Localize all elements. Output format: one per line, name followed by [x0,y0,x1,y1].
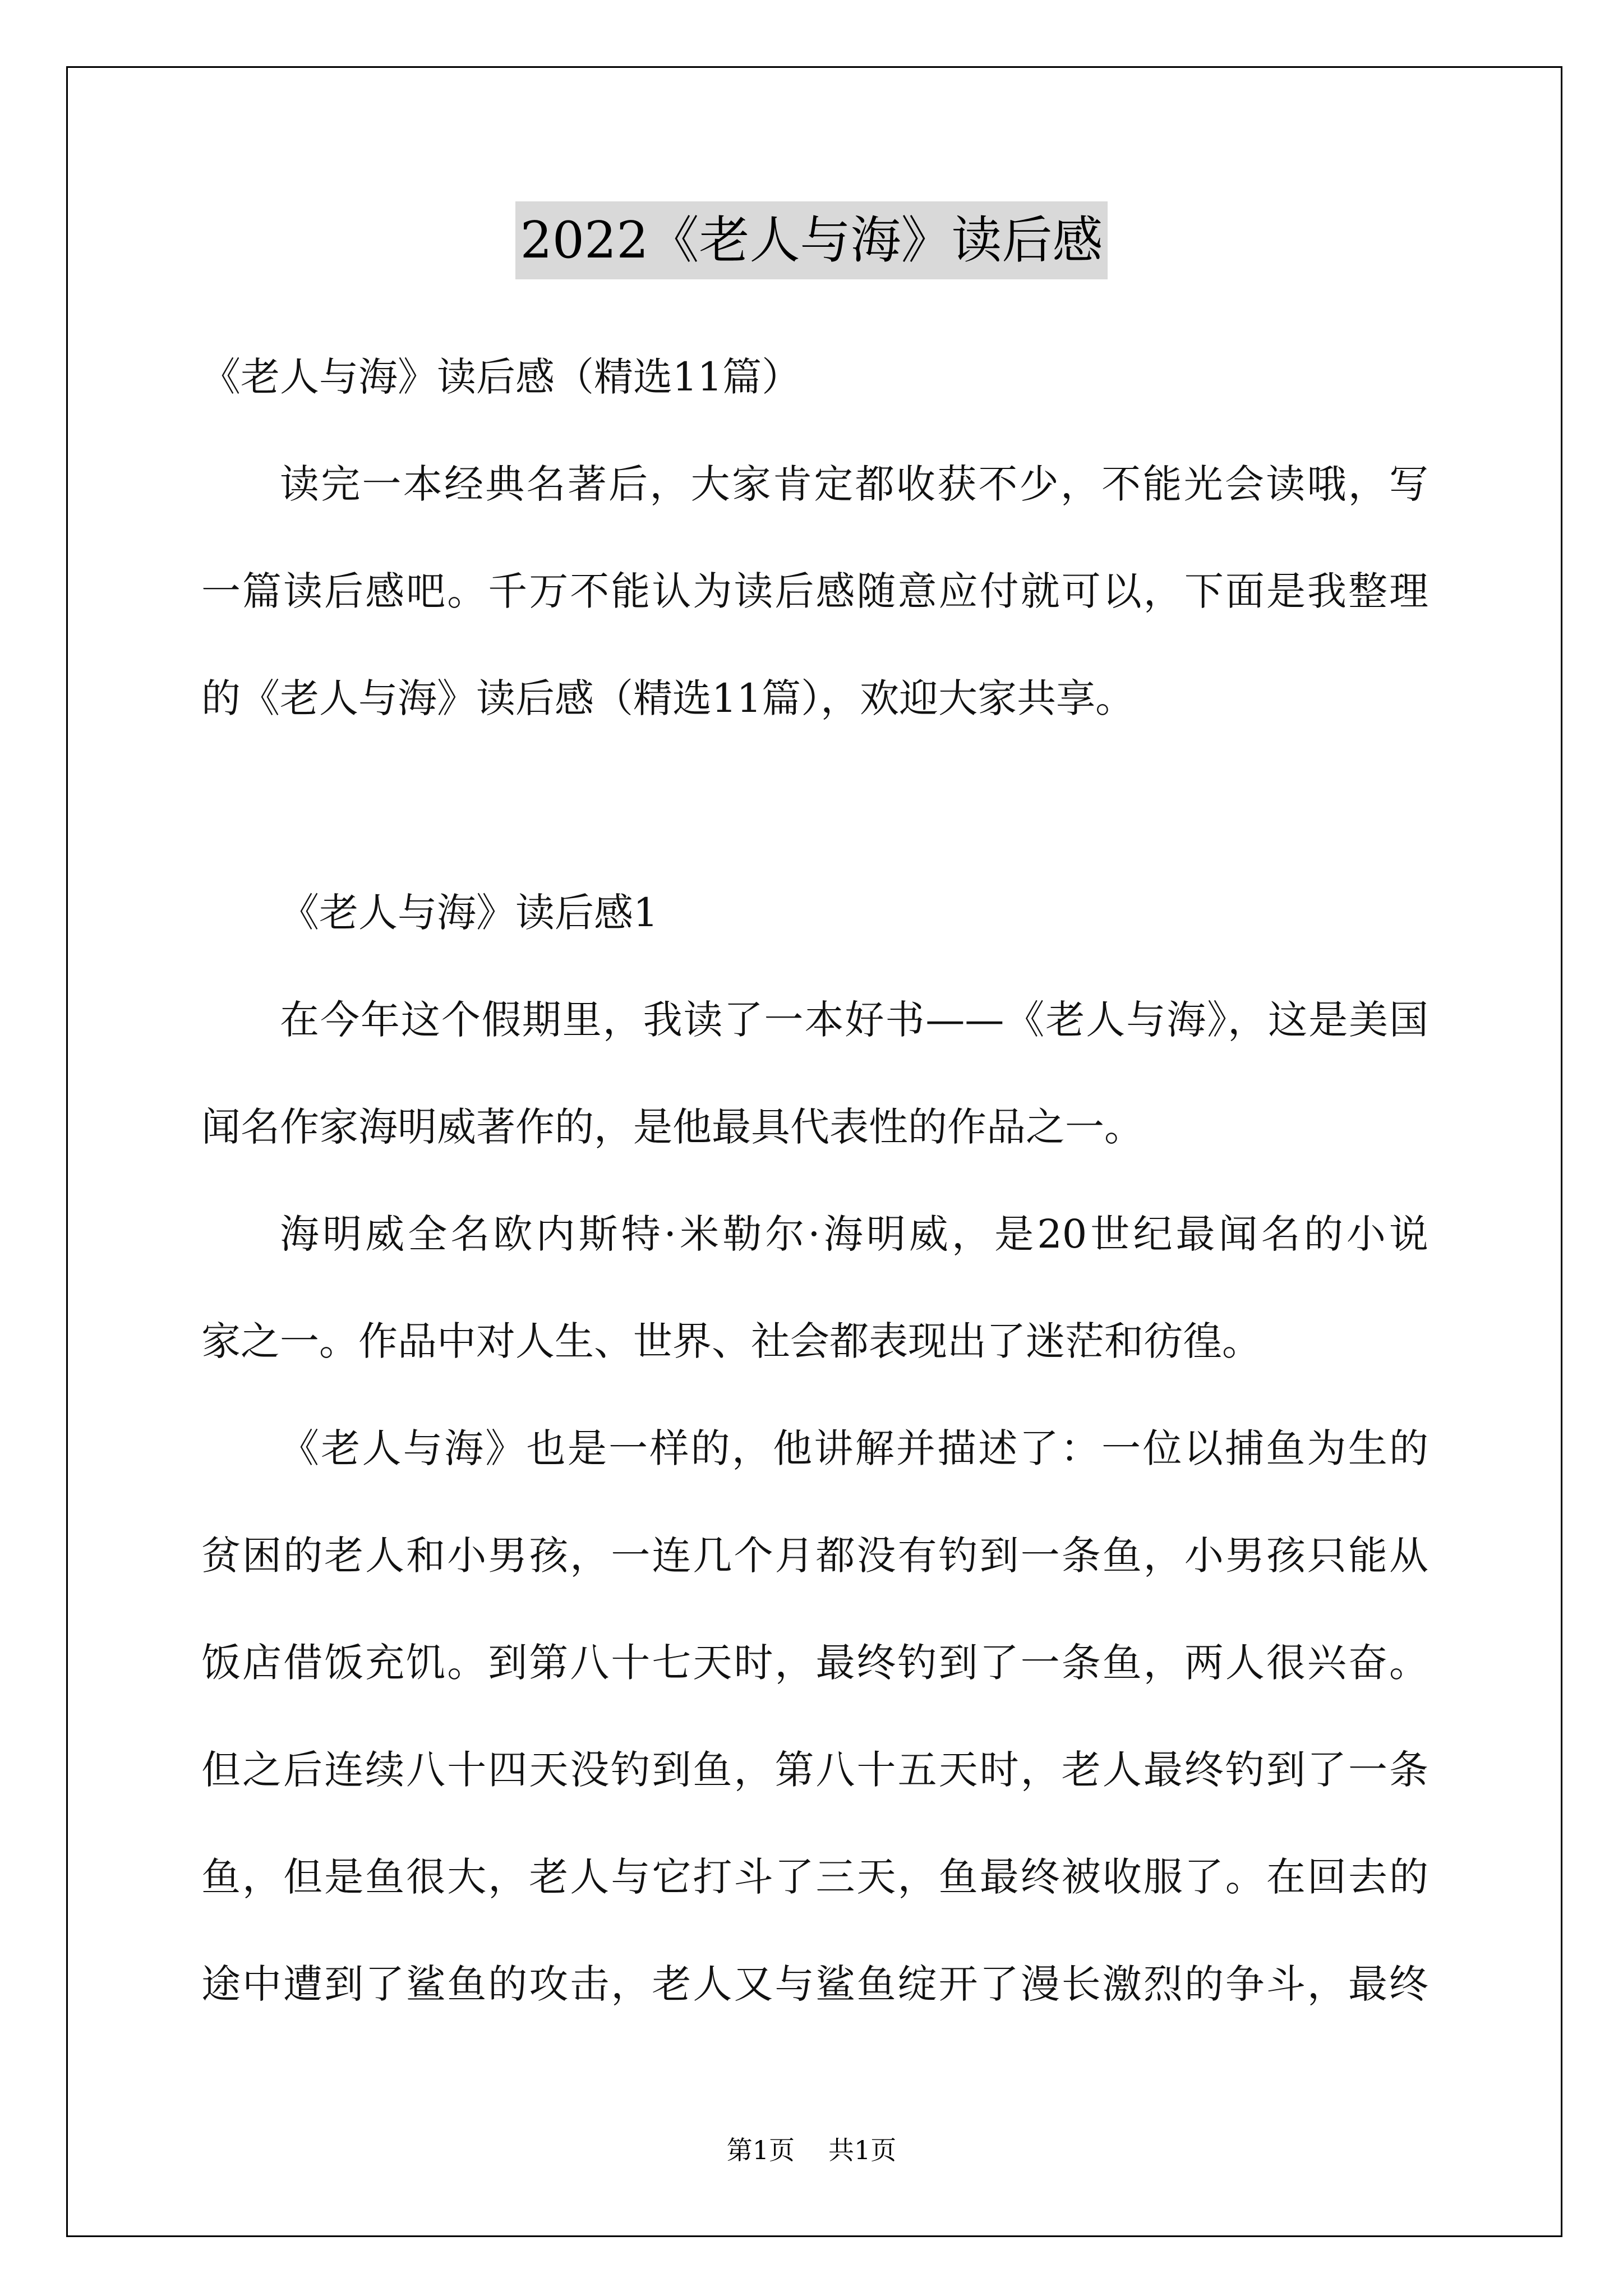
paragraph-line: 海明威全名欧内斯特·米勒尔·海明威，是20世纪最闻名的小说 [280,1211,1428,1257]
document-title: 2022《老人与海》读后感 [515,201,1107,279]
paragraph [201,1181,1428,1395]
page-total: 共1页 [828,2135,897,2165]
paragraph-line: 贫困的老人和小男孩，一连几个月都没有钓到一条鱼，小男孩只能从 [201,1533,1428,1579]
paragraph-line: 闻名作家海明威著作的，是他最具代表性的作品之一。 [201,1104,1144,1150]
paragraph-line: 在今年这个假期里，我读了一本好书——《老人与海》，这是美国 [280,997,1428,1043]
paragraph-line: 《老人与海》也是一样的，他讲解并描述了：一位以捕鱼为生的 [280,1425,1428,1471]
paragraph [201,967,1428,1181]
section-heading: 《老人与海》读后感1 [280,890,658,936]
paragraph-line: 家之一。作品中对人生、世界、社会都表现出了迷茫和彷徨。 [201,1318,1261,1364]
paragraph-line: 读完一本经典名著后，大家肯定都收获不少，不能光会读哦，写 [280,461,1428,507]
paragraph [201,1395,1428,2038]
paragraph-line: 但之后连续八十四天没钓到鱼，第八十五天时，老人最终钓到了一条 [201,1747,1428,1793]
paragraph-line: 的《老人与海》读后感（精选11篇），欢迎大家共享。 [201,675,1135,721]
title-row [0,201,1623,279]
page-number: 第1页 [726,2135,795,2165]
intro-paragraph [201,431,1428,752]
document-body [201,324,1428,2038]
page-footer [0,2132,1623,2169]
document-subtitle: 《老人与海》读后感（精选11篇） [201,354,801,400]
paragraph-line: 鱼，但是鱼很大，老人与它打斗了三天，鱼最终被收服了。在回去的 [201,1854,1428,1900]
paragraph-line: 一篇读后感吧。千万不能认为读后感随意应付就可以，下面是我整理 [201,568,1428,614]
paragraph-line: 饭店借饭充饥。到第八十七天时，最终钓到了一条鱼，两人很兴奋。 [201,1640,1428,1686]
blank-line [201,752,1428,859]
paragraph-line: 途中遭到了鲨鱼的攻击，老人又与鲨鱼绽开了漫长激烈的争斗，最终 [201,1961,1428,2007]
